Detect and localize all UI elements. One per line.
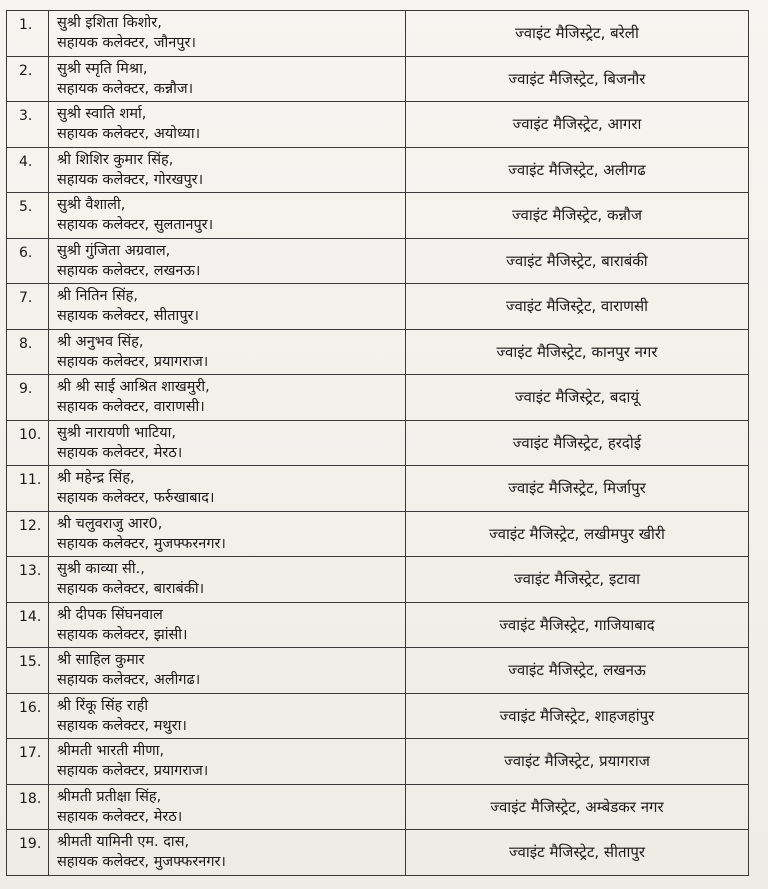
current-posting: सहायक कलेक्टर, मेरठ। <box>57 808 183 825</box>
table-row <box>7 56 749 102</box>
new-posting: ज्वाइंट मैजिस्ट्रेट, अलीगढ <box>406 147 749 193</box>
serial-number: 3. <box>7 102 49 148</box>
table-row <box>7 147 749 193</box>
officer-name: श्री रिंकू सिंह राही <box>57 697 149 714</box>
current-posting: सहायक कलेक्टर, बाराबंकी। <box>57 581 205 598</box>
table-row <box>7 329 749 375</box>
table-row <box>7 375 749 421</box>
serial-number: 19. <box>7 830 49 876</box>
officer-cell <box>49 238 406 284</box>
table-row <box>7 102 749 148</box>
officer-name: श्री दीपक सिंघनवाल <box>57 606 163 623</box>
serial-number: 12. <box>7 511 49 557</box>
new-posting: ज्वाइंट मैजिस्ट्रेट, बरेली <box>406 11 749 57</box>
new-posting: ज्वाइंट मैजिस्ट्रेट, बदायूं <box>406 375 749 421</box>
officer-cell <box>49 375 406 421</box>
serial-number: 1. <box>7 11 49 57</box>
officer-name: श्री श्री साई आश्रित शाखमुरी, <box>57 379 210 396</box>
officer-cell <box>49 739 406 785</box>
officer-name: सुश्री गुंजिता अग्रवाल, <box>57 242 171 259</box>
new-posting: ज्वाइंट मैजिस्ट्रेट, बिजनौर <box>406 56 749 102</box>
officer-name: श्रीमती प्रतीक्षा सिंह, <box>57 788 162 805</box>
officer-name: श्री महेन्द्र सिंह, <box>57 470 135 487</box>
transfer-list-table <box>6 10 749 876</box>
serial-number: 14. <box>7 602 49 648</box>
current-posting: सहायक कलेक्टर, कन्नौज। <box>57 80 194 97</box>
new-posting: ज्वाइंट मैजिस्ट्रेट, बाराबंकी <box>406 238 749 284</box>
current-posting: सहायक कलेक्टर, मुजफ्फरनगर। <box>57 535 226 552</box>
current-posting: सहायक कलेक्टर, सुलतानपुर। <box>57 217 214 234</box>
serial-number: 2. <box>7 56 49 102</box>
officer-cell <box>49 693 406 739</box>
current-posting: सहायक कलेक्टर, लखनऊ। <box>57 262 201 279</box>
officer-cell <box>49 602 406 648</box>
new-posting: ज्वाइंट मैजिस्ट्रेट, कन्नौज <box>406 193 749 239</box>
serial-number: 10. <box>7 420 49 466</box>
new-posting: ज्वाइंट मैजिस्ट्रेट, कानपुर नगर <box>406 329 749 375</box>
table-row <box>7 193 749 239</box>
serial-number: 8. <box>7 329 49 375</box>
officer-cell <box>49 329 406 375</box>
current-posting: सहायक कलेक्टर, अयोध्या। <box>57 126 201 143</box>
officer-name: सुश्री स्मृति मिश्रा, <box>57 60 148 77</box>
current-posting: सहायक कलेक्टर, मथुरा। <box>57 717 187 734</box>
officer-cell <box>49 147 406 193</box>
serial-number: 13. <box>7 557 49 603</box>
officer-name: श्रीमती भारती मीणा, <box>57 743 165 760</box>
officer-name: सुश्री स्वाति शर्मा, <box>57 106 147 123</box>
table-row <box>7 557 749 603</box>
table-row <box>7 648 749 694</box>
serial-number: 7. <box>7 284 49 330</box>
new-posting: ज्वाइंट मैजिस्ट्रेट, हरदोई <box>406 420 749 466</box>
officer-name: श्री शिशिर कुमार सिंह, <box>57 151 174 168</box>
table-row <box>7 739 749 785</box>
officer-cell <box>49 557 406 603</box>
serial-number: 18. <box>7 784 49 830</box>
officer-cell <box>49 56 406 102</box>
new-posting: ज्वाइंट मैजिस्ट्रेट, शाहजहांपुर <box>406 693 749 739</box>
officer-name: सुश्री इशिता किशोर, <box>57 15 162 32</box>
current-posting: सहायक कलेक्टर, अलीगढ। <box>57 672 201 689</box>
table-row <box>7 420 749 466</box>
new-posting: ज्वाइंट मैजिस्ट्रेट, मिर्जापुर <box>406 466 749 512</box>
current-posting: सहायक कलेक्टर, प्रयागराज। <box>57 763 209 780</box>
serial-number: 6. <box>7 238 49 284</box>
officer-cell <box>49 102 406 148</box>
current-posting: सहायक कलेक्टर, मेरठ। <box>57 444 183 461</box>
table-row <box>7 602 749 648</box>
serial-number: 4. <box>7 147 49 193</box>
table-body <box>7 11 749 876</box>
current-posting: सहायक कलेक्टर, झांसी। <box>57 626 188 643</box>
current-posting: सहायक कलेक्टर, जौनपुर। <box>57 35 196 52</box>
current-posting: सहायक कलेक्टर, प्रयागराज। <box>57 353 209 370</box>
officer-name: सुश्री नारायणी भाटिया, <box>57 424 176 441</box>
officer-cell <box>49 193 406 239</box>
table-row <box>7 11 749 57</box>
serial-number: 17. <box>7 739 49 785</box>
officer-cell <box>49 511 406 557</box>
serial-number: 9. <box>7 375 49 421</box>
table-row <box>7 784 749 830</box>
officer-cell <box>49 830 406 876</box>
officer-cell <box>49 466 406 512</box>
officer-name: सुश्री काव्या सी., <box>57 561 145 578</box>
table-row <box>7 830 749 876</box>
table-row <box>7 238 749 284</box>
new-posting: ज्वाइंट मैजिस्ट्रेट, गाजियाबाद <box>406 602 749 648</box>
officer-name: श्री अनुभव सिंह, <box>57 333 144 350</box>
table-row <box>7 466 749 512</box>
officer-name: श्री चलुवराजु आर0, <box>57 515 163 532</box>
officer-cell <box>49 11 406 57</box>
new-posting: ज्वाइंट मैजिस्ट्रेट, प्रयागराज <box>406 739 749 785</box>
officer-cell <box>49 648 406 694</box>
current-posting: सहायक कलेक्टर, गोरखपुर। <box>57 171 204 188</box>
new-posting: ज्वाइंट मैजिस्ट्रेट, वाराणसी <box>406 284 749 330</box>
table-row <box>7 693 749 739</box>
serial-number: 15. <box>7 648 49 694</box>
new-posting: ज्वाइंट मैजिस्ट्रेट, अम्बेडकर नगर <box>406 784 749 830</box>
officer-cell <box>49 420 406 466</box>
serial-number: 5. <box>7 193 49 239</box>
officer-cell <box>49 284 406 330</box>
serial-number: 11. <box>7 466 49 512</box>
officer-name: श्रीमती यामिनी एम. दास, <box>57 834 190 851</box>
current-posting: सहायक कलेक्टर, वाराणसी। <box>57 399 205 416</box>
new-posting: ज्वाइंट मैजिस्ट्रेट, लखनऊ <box>406 648 749 694</box>
officer-name: श्री नितिन सिंह, <box>57 288 138 305</box>
officer-name: श्री साहिल कुमार <box>57 652 145 669</box>
new-posting: ज्वाइंट मैजिस्ट्रेट, लखीमपुर खीरी <box>406 511 749 557</box>
officer-cell <box>49 784 406 830</box>
officer-name: सुश्री वैशाली, <box>57 197 126 214</box>
new-posting: ज्वाइंट मैजिस्ट्रेट, आगरा <box>406 102 749 148</box>
serial-number: 16. <box>7 693 49 739</box>
current-posting: सहायक कलेक्टर, मुजफ्फरनगर। <box>57 854 226 871</box>
current-posting: सहायक कलेक्टर, सीतापुर। <box>57 308 199 325</box>
new-posting: ज्वाइंट मैजिस्ट्रेट, इटावा <box>406 557 749 603</box>
table-row <box>7 284 749 330</box>
table-row <box>7 511 749 557</box>
new-posting: ज्वाइंट मैजिस्ट्रेट, सीतापुर <box>406 830 749 876</box>
current-posting: सहायक कलेक्टर, फर्रुखाबाद। <box>57 490 215 507</box>
